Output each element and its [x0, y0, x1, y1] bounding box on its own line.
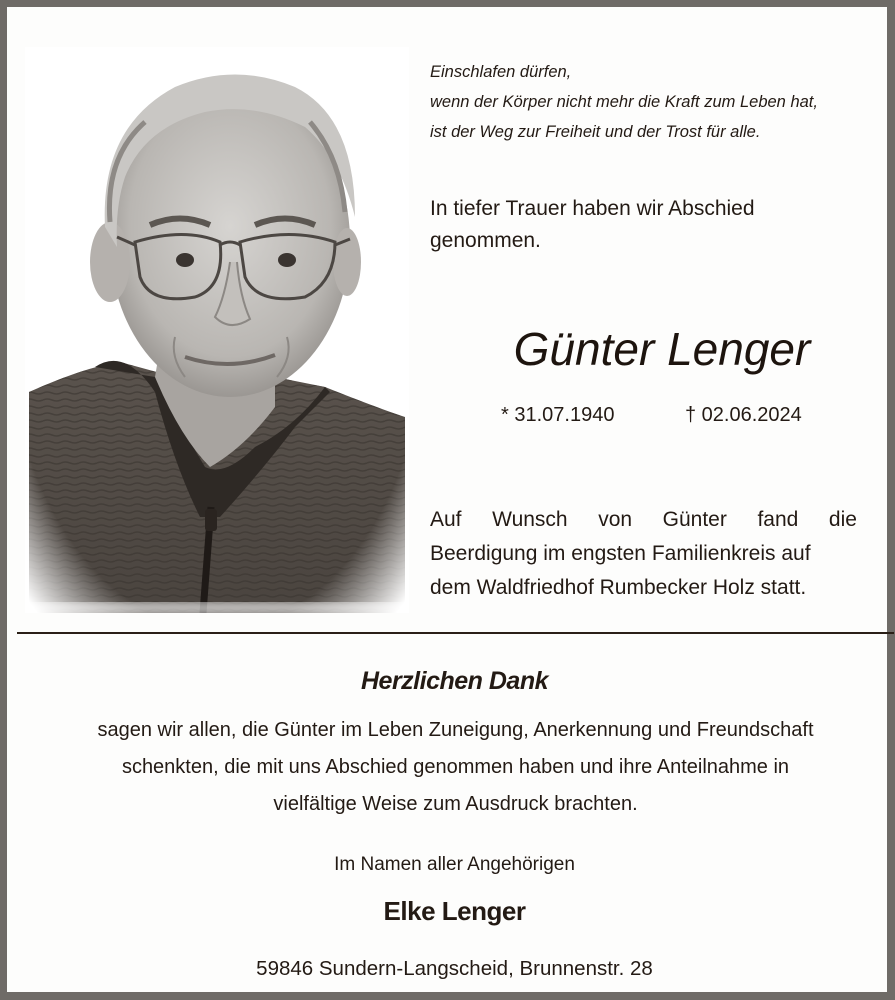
funeral-line: [430, 503, 857, 537]
thanks-line: schenkten, die mit uns Abschied genommen haben und ihre Anteilnahme in: [121, 756, 790, 778]
address: 59846 Sundern-Langscheid, Brunnenstr. 28: [256, 957, 653, 980]
word: fand: [757, 508, 799, 531]
death-date: † 02.06.2024: [685, 404, 802, 426]
birth-date: * 31.07.1940: [501, 404, 615, 426]
funeral-line: Beerdigung im engsten Familienkreis auf: [430, 542, 811, 565]
deceased-name: Günter Lenger: [513, 323, 811, 375]
portrait-icon: [25, 47, 409, 613]
poem: [430, 57, 895, 147]
intro-line: genommen.: [430, 229, 541, 252]
word: Auf: [430, 508, 462, 531]
intro-text: [430, 193, 850, 257]
poem-line: ist der Weg zur Freiheit und der Trost für alle.: [430, 123, 761, 141]
portrait-photo: [25, 47, 409, 613]
poem-line: Einschlafen dürfen,: [430, 63, 572, 81]
thanks-heading: Herzlichen Dank: [360, 667, 548, 695]
word: die: [828, 508, 857, 531]
intro-line: In tiefer Trauer haben wir Abschied: [430, 197, 755, 220]
word: Wunsch: [492, 508, 568, 531]
signer-name: Elke Lenger: [383, 896, 526, 926]
on-behalf-text: Im Namen aller Angehörigen: [334, 854, 575, 875]
thanks-line: vielfältige Weise zum Ausdruck brachten.: [273, 793, 638, 815]
word: Günter: [662, 508, 727, 531]
section-divider: [17, 632, 894, 634]
funeral-line: dem Waldfriedhof Rumbecker Holz statt.: [430, 576, 807, 599]
thanks-text: [17, 712, 894, 823]
word: von: [598, 508, 633, 531]
thanks-line: sagen wir allen, die Günter im Leben Zuneigung, Anerkennung und Freundschaft: [97, 719, 814, 741]
poem-line: wenn der Körper nicht mehr die Kraft zum Leben hat,: [430, 93, 818, 111]
funeral-info: [430, 503, 857, 605]
